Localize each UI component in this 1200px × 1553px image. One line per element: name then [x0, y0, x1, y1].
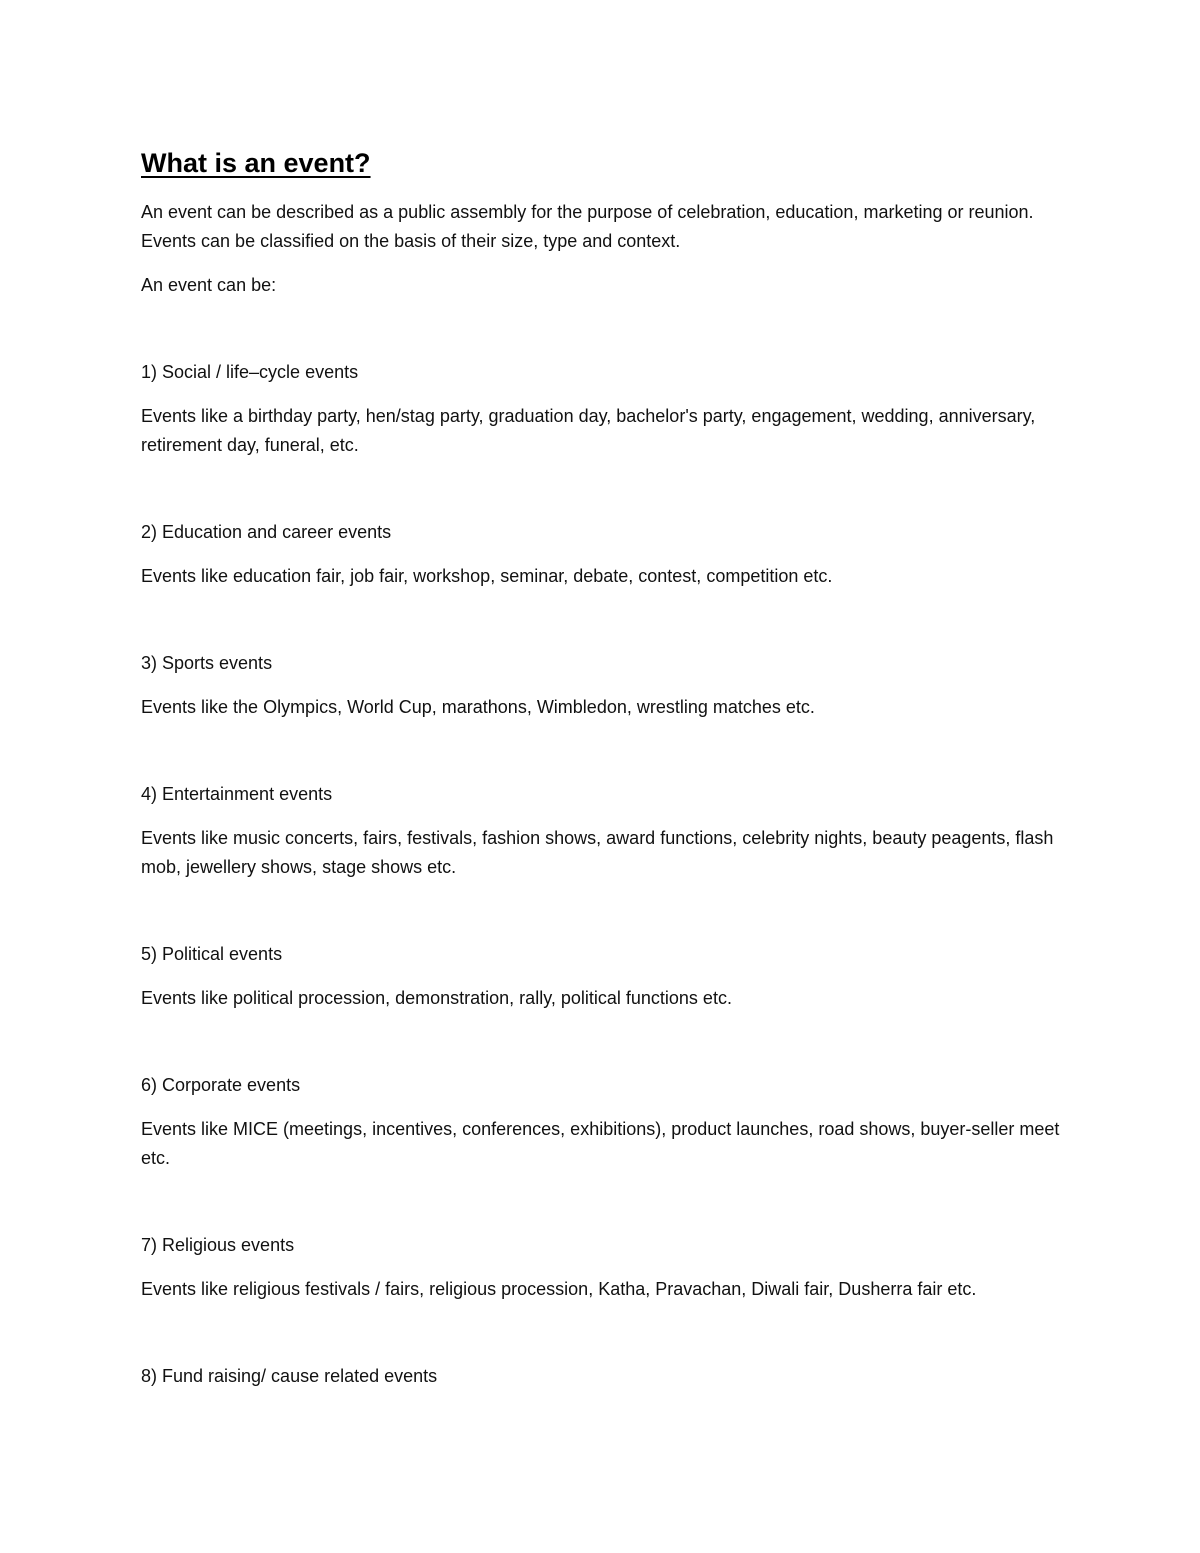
- section-heading: 7) Religious events: [141, 1235, 295, 1255]
- section-body: Events like the Olympics, World Cup, marathons, Wimbledon, wrestling matches etc.: [141, 697, 815, 717]
- section-political: [141, 940, 1061, 1013]
- section-heading: 5) Political events: [141, 944, 283, 964]
- section-sports: [141, 649, 1061, 722]
- section-heading: 2) Education and career events: [141, 522, 392, 542]
- section-entertainment: [141, 780, 1061, 882]
- section-body: Events like MICE (meetings, incentives, conferences, exhibitions), product launches, road shows, buyer-seller meet etc.: [141, 1119, 1060, 1168]
- section-heading: 1) Social / life–cycle events: [141, 362, 359, 382]
- page-title: What is an event?: [141, 148, 371, 178]
- section-body: Events like political procession, demonstration, rally, political functions etc.: [141, 988, 732, 1008]
- section-heading: 3) Sports events: [141, 653, 273, 673]
- section-heading: 4) Entertainment events: [141, 784, 333, 804]
- section-heading: 8) Fund raising/ cause related events: [141, 1366, 438, 1386]
- section-education: [141, 518, 1061, 591]
- document-content: [141, 146, 1061, 1391]
- lead-paragraph: An event can be:: [141, 275, 277, 295]
- section-body: Events like religious festivals / fairs, religious procession, Katha, Pravachan, Diwali fair, Dusherra fair etc.: [141, 1279, 977, 1299]
- section-social: [141, 358, 1061, 460]
- intro-paragraph: An event can be described as a public assembly for the purpose of celebration, education, marketing or reunion. Events can be classified on the basis of their size, type and context.: [141, 202, 1034, 251]
- section-corporate: [141, 1071, 1061, 1173]
- section-body: Events like a birthday party, hen/stag party, graduation day, bachelor's party, engagement, wedding, anniversary, retirement day, funeral, etc.: [141, 406, 1036, 455]
- section-religious: [141, 1231, 1061, 1304]
- section-body: Events like music concerts, fairs, festivals, fashion shows, award functions, celebrity nights, beauty peagents, flash mob, jewellery shows, stage shows etc.: [141, 828, 1054, 877]
- section-body: Events like education fair, job fair, workshop, seminar, debate, contest, competition etc.: [141, 566, 833, 586]
- section-fund-raising: [141, 1362, 1061, 1391]
- section-heading: 6) Corporate events: [141, 1075, 301, 1095]
